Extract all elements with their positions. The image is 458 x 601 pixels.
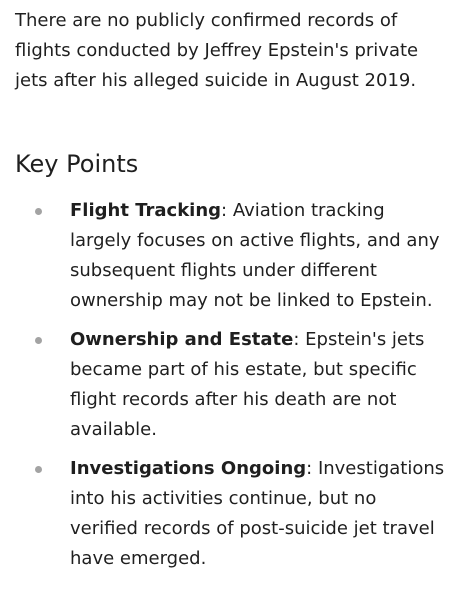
point-text: : Investigations into his activities continue, but no verified records of post-suicide jet travel have emerged. [70, 458, 445, 569]
list-item-investigations [0, 454, 458, 574]
key-points-list [0, 196, 458, 583]
bullet-icon [35, 208, 42, 215]
intro-paragraph: There are no publicly confirmed records of flights conducted by Jeffrey Epstein's private jets after his alleged suicide in August 2019. [15, 10, 419, 91]
bullet-icon [35, 337, 42, 344]
point-text: : Aviation tracking largely focuses on active flights, and any subsequent flights under different ownership may not be linked to Epstein. [70, 200, 440, 311]
list-item-ownership-estate [0, 325, 458, 445]
list-item-flight-tracking [0, 196, 458, 316]
key-points-heading: Key Points [15, 150, 139, 178]
point-title: Flight Tracking [70, 200, 222, 221]
point-title: Ownership and Estate [70, 329, 294, 350]
point-title: Investigations Ongoing [70, 458, 307, 479]
bullet-icon [35, 466, 42, 473]
point-text: : Epstein's jets became part of his estate, but specific flight records after his death are not available. [70, 329, 425, 440]
